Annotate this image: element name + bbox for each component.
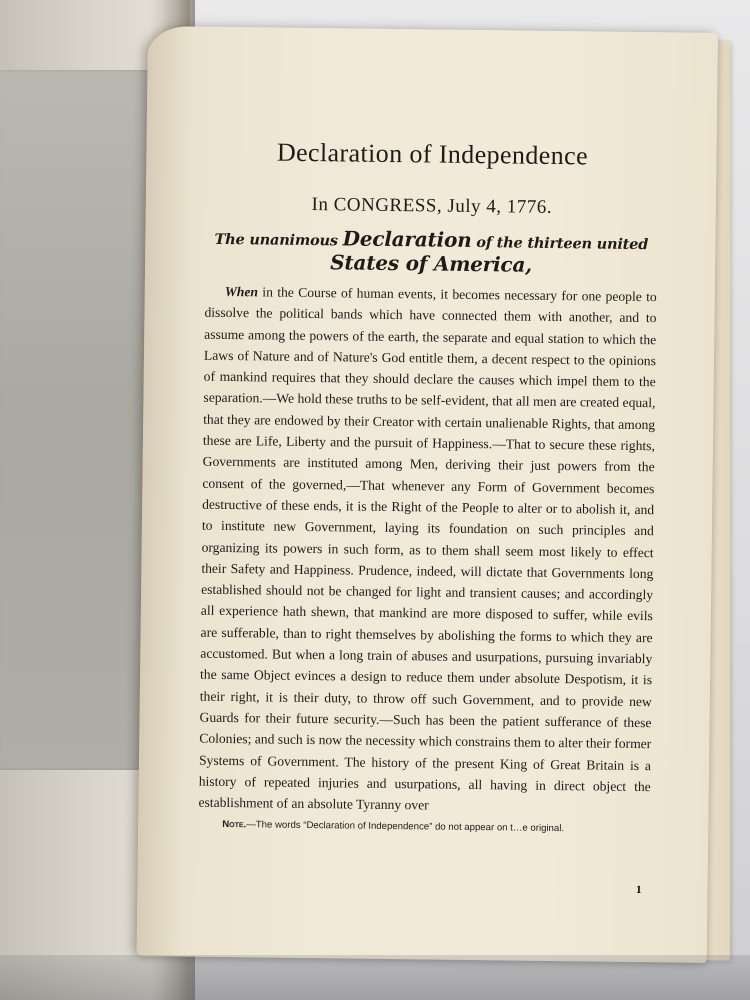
table-surface-shadow (0, 955, 750, 1000)
footnote-text: —The words “Declaration of Independence” do not appear on t…e original. (246, 819, 565, 835)
page-subtitle: In CONGRESS, July 4, 1776. (311, 194, 553, 218)
body-text: in the Course of human events, it becomes necessary for one people to dissolve the political bands which have connected them with another, and to assume among the powers of the earth, the separate and equal station to which the Laws of Nature and of Nature's God entitle them, a decent respect to the opinions of mankind requires that they should declare the causes which impel them to the separation.—We hold these truths to be self-evident, that all men are created equal, that they are endowed by their Creator with certain unalienable Rights, that among these are Life, Liberty and the pursuit of Happiness.—That to secure these rights, Governments are instituted among Men, deriving their just powers from the consent of the governed,—That whenever any Form of Government becomes destructive of these ends, it is the Right of the People to alter or to abolish it, and to institute new Government, laying its foundation on such principles and organizing its powers in such form, as to them shall seem most likely to effect their Safety and Happiness. Prudence, indeed, will dictate that Governments long established should not be changed for light and transient causes; and accordingly all experience hath shewn, that mankind are more disposed to suffer, while evils are sufferable, than to right themselves by abolishing the forms to which they are accustomed. But when a long train of abuses and usurpations, pursuing invariably the same Object evinces a design to reduce them under absolute Despotism, it is their right, it is their duty, to throw off such Government, and to provide new Guards for their future security.—Such has been the patient sufferance of these Colonies; and such is now the necessity which constrains them to alter their former Systems of Government. The history of the present King of Great Britain is a history of repeated injuries and usurpations, all having in direct object the establishment of an absolute Tyranny over (198, 284, 657, 813)
body-initial-word: When (224, 283, 259, 300)
page-text-block (198, 137, 658, 836)
page-number: 1 (635, 884, 642, 897)
illustration-plate (0, 70, 152, 770)
right-page (137, 26, 718, 963)
heading-part-1: The unanimous (214, 230, 343, 250)
footnote (222, 819, 650, 835)
heading-part-4: States of America, (330, 250, 533, 277)
declaration-body (198, 281, 656, 819)
footnote-label: Note. (222, 819, 247, 831)
blackletter-heading (205, 225, 658, 279)
heading-part-2: Declaration (342, 226, 472, 252)
page-title: Declaration of Independence (276, 137, 589, 171)
heading-part-3: of the thirteen united (471, 233, 649, 254)
